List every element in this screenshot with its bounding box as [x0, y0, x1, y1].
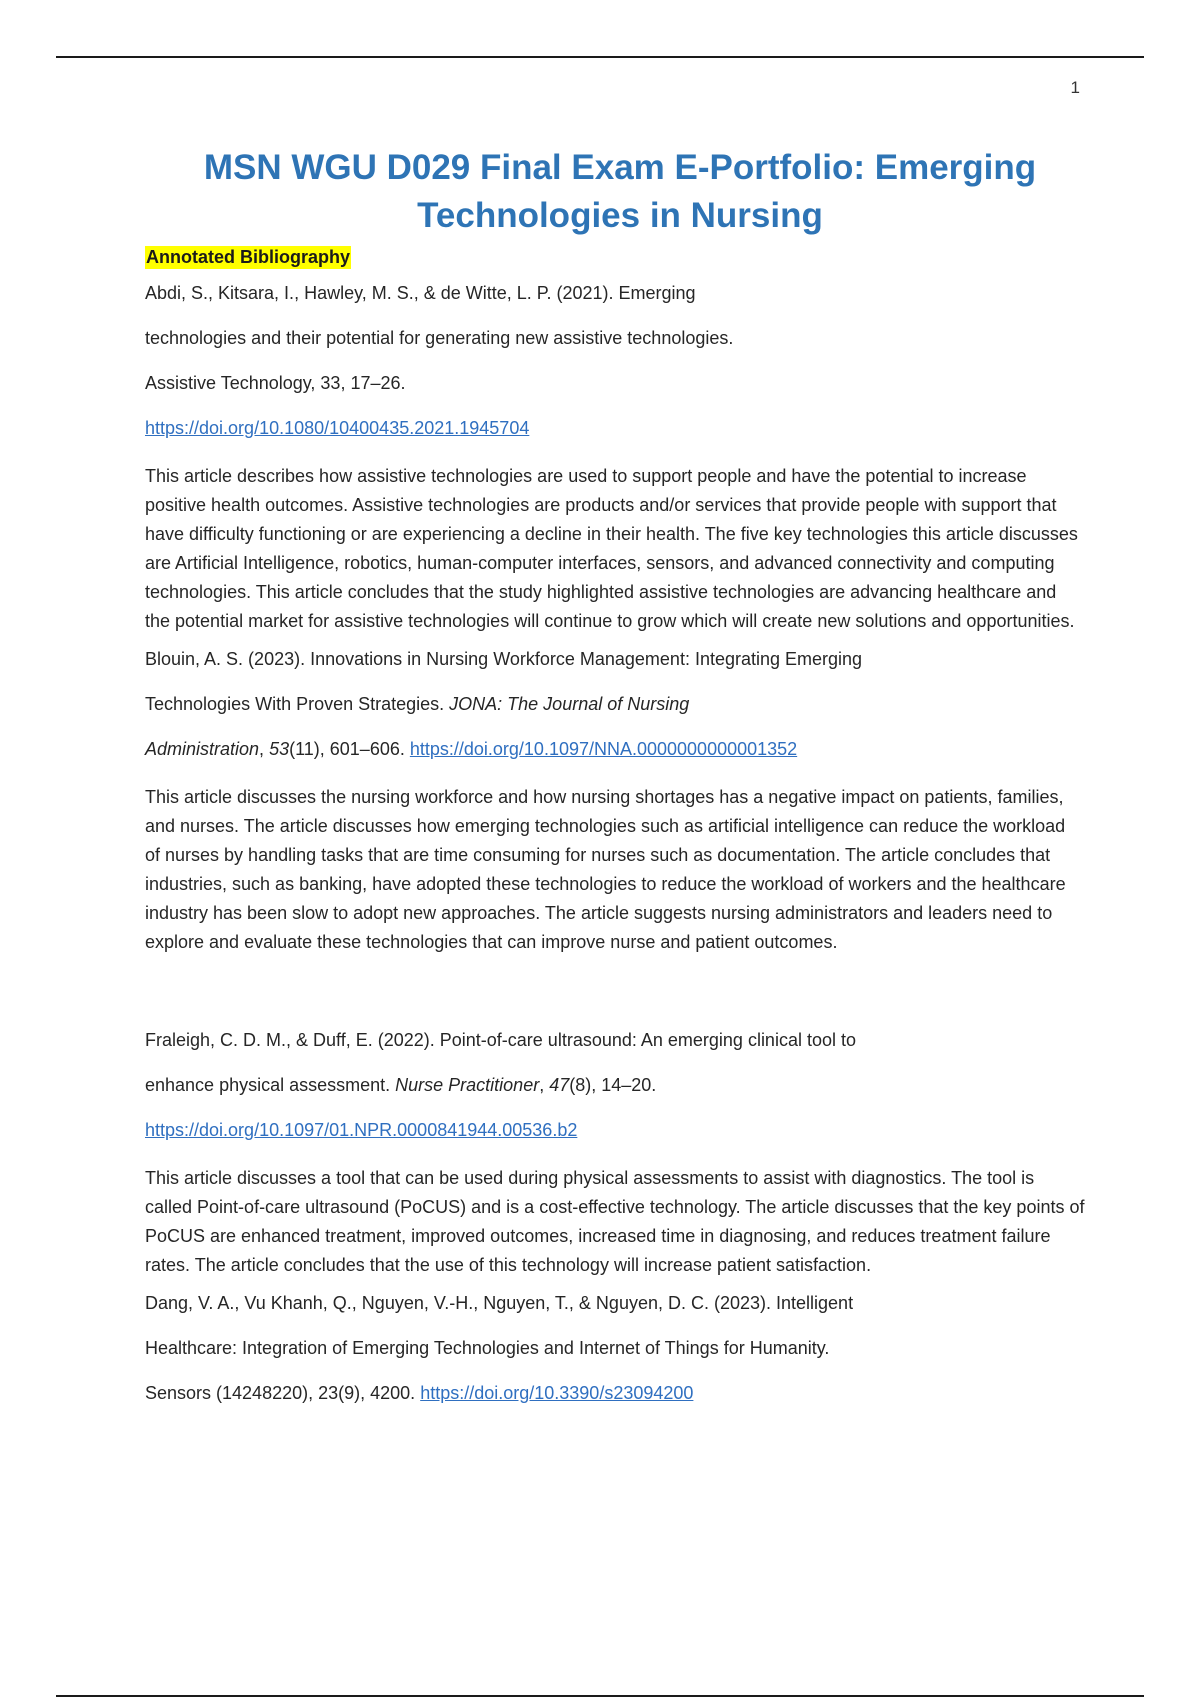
citation-text: , [539, 1075, 550, 1095]
citation-line [145, 1074, 1085, 1096]
document-body [145, 246, 1085, 1427]
citation-text: (8), 14–20. [569, 1075, 657, 1095]
section-heading-annotated-bibliography: Annotated Bibliography [146, 247, 350, 267]
citation-text: (11), 601–606. [289, 739, 410, 759]
citation-doi-line [145, 417, 1085, 439]
citation-line: Dang, V. A., Vu Khanh, Q., Nguyen, V.-H., Nguyen, T., & Nguyen, D. C. (2023). Intelligent [145, 1293, 854, 1313]
citation-line [145, 693, 1085, 715]
journal-title: Administration [145, 739, 260, 759]
footer-rule [56, 1695, 1144, 1697]
citation-text: Sensors (14248220), 23(9), 4200. [145, 1383, 421, 1403]
page-number: 1 [1070, 78, 1080, 97]
citation-line: Assistive Technology, 33, 17–26. [145, 373, 406, 393]
journal-title: Nurse Practitioner [395, 1075, 540, 1095]
bibliography-entry-abdi [145, 282, 1085, 636]
journal-volume: 53 [269, 739, 290, 759]
doi-link[interactable]: https://doi.org/10.1097/NNA.0000000000001352 [409, 739, 798, 759]
bibliography-entry-dang [145, 1292, 1085, 1404]
citation-text: , [259, 739, 270, 759]
citation-line: Healthcare: Integration of Emerging Technologies and Internet of Things for Humanity. [145, 1338, 830, 1358]
paragraph-spacer [145, 969, 1085, 1029]
annotation-paragraph: This article describes how assistive technologies are used to support people and have the potential to increase positive health outcomes. Assistive technologies are products and/or services that provide people with support that have difficulty functioning or are experiencing a decline in their health. The five key technologies this article discusses are Artificial Intelligence, robotics, human-computer interfaces, sensors, and advanced connectivity and computing technologies. This article concludes that the study highlighted assistive technologies are advancing healthcare and the potential market for assistive technologies will continue to grow which will create new solutions and opportunities. [145, 466, 1078, 631]
citation-text: enhance physical assessment. [145, 1075, 396, 1095]
journal-title: JONA: The Journal of Nursing [449, 694, 690, 714]
citation-line [145, 738, 1085, 760]
bibliography-entry-fraleigh [145, 1029, 1085, 1280]
citation-line: technologies and their potential for generating new assistive technologies. [145, 328, 734, 348]
citation-doi-line [145, 1119, 1085, 1141]
annotation-paragraph: This article discusses a tool that can be used during physical assessments to assist with diagnostics. The tool is called Point-of-care ultrasound (PoCUS) and is a cost-effective technology. The article discusses that the key points of PoCUS are enhanced treatment, improved outcomes, increased time in diagnosing, and reduces treatment failure rates. The article concludes that the use of this technology will increase patient satisfaction. [145, 1168, 1085, 1275]
journal-volume: 47 [549, 1075, 570, 1095]
citation-line: Abdi, S., Kitsara, I., Hawley, M. S., & de Witte, L. P. (2021). Emerging [145, 283, 696, 303]
citation-line: Blouin, A. S. (2023). Innovations in Nursing Workforce Management: Integrating Emerging [145, 649, 863, 669]
citation-line [145, 1382, 1085, 1404]
doi-link[interactable]: https://doi.org/10.3390/s23094200 [420, 1383, 694, 1403]
document-title: MSN WGU D029 Final Exam E-Portfolio: Emerging Technologies in Nursing [203, 148, 1037, 235]
doi-link[interactable]: https://doi.org/10.1080/10400435.2021.1945704 [145, 418, 530, 438]
citation-text: Technologies With Proven Strategies. [145, 694, 450, 714]
annotation-paragraph: This article discusses the nursing workforce and how nursing shortages has a negative impact on patients, families, and nurses. The article discusses how emerging technologies such as artificial intelligence can reduce the workload of nurses by handling tasks that are time consuming for nurses such as documentation. The article concludes that industries, such as banking, have adopted these technologies to reduce the workload of workers and the healthcare industry has been slow to adopt new approaches. The article suggests nursing administrators and leaders need to explore and evaluate these technologies that can improve nurse and patient outcomes. [145, 787, 1066, 952]
header-rule [56, 56, 1144, 58]
bibliography-entry-blouin [145, 648, 1085, 957]
doi-link[interactable]: https://doi.org/10.1097/01.NPR.0000841944.00536.b2 [145, 1120, 578, 1140]
citation-line: Fraleigh, C. D. M., & Duff, E. (2022). Point-of-care ultrasound: An emerging clinical tool to [145, 1030, 856, 1050]
